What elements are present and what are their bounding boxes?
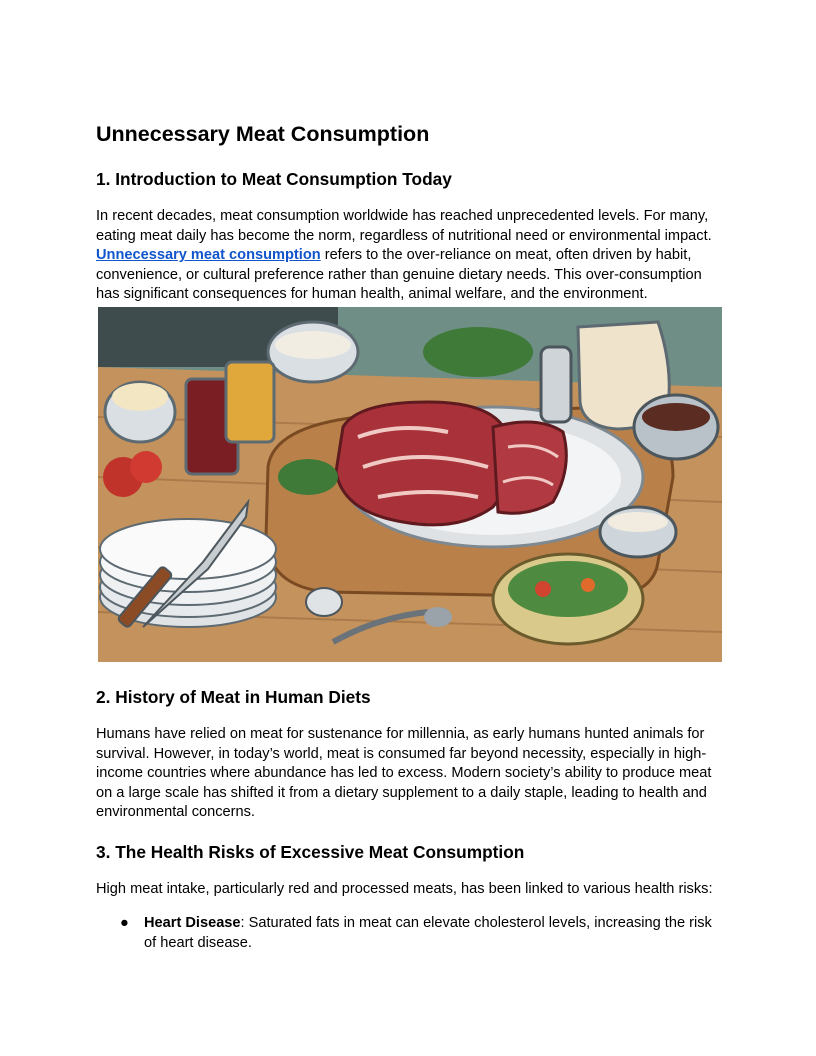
section-1-heading: 1. Introduction to Meat Consumption Today: [96, 169, 452, 189]
health-risks-list: [96, 914, 722, 953]
section-1-text-a: In recent decades, meat consumption worldwide has reached unprecedented levels. For many, eating meat daily has become the norm, regardless of nutritional need or environmental impact.: [96, 208, 712, 244]
section-2-paragraph: Humans have relied on meat for sustenance for millennia, as early humans hunted animals for survival. However, in today’s world, meat is consumed far beyond necessity, especially in high-income countries where abundance has led to excess. Modern society’s ability to produce meat on a large scale has shifted it from a dietary supplement to a daily staple, leading to health and environmental concerns.: [96, 726, 712, 820]
section-3-paragraph: High meat intake, particularly red and processed meats, has been linked to various health risks:: [96, 881, 713, 897]
document-title: Unnecessary Meat Consumption: [96, 122, 430, 146]
list-item-text: : Saturated fats in meat can elevate cholesterol levels, increasing the risk of heart disease.: [144, 915, 712, 951]
unnecessary-meat-link[interactable]: Unnecessary meat consumption: [96, 247, 321, 263]
section-3-heading: 3. The Health Risks of Excessive Meat Consumption: [96, 842, 525, 862]
section-1-paragraph: [96, 207, 722, 305]
list-item-term: Heart Disease: [144, 915, 241, 931]
meat-platter-illustration: [98, 307, 722, 662]
section-2-heading: 2. History of Meat in Human Diets: [96, 687, 371, 707]
list-item: [96, 914, 722, 953]
section-1-text-b: refers to the over-reliance on meat, often driven by habit, convenience, or cultural preference rather than genuine dietary needs. This over-consumption has significant consequences for human health, animal welfare, and the environment.: [96, 247, 702, 302]
bullet-icon: ●: [120, 915, 129, 931]
